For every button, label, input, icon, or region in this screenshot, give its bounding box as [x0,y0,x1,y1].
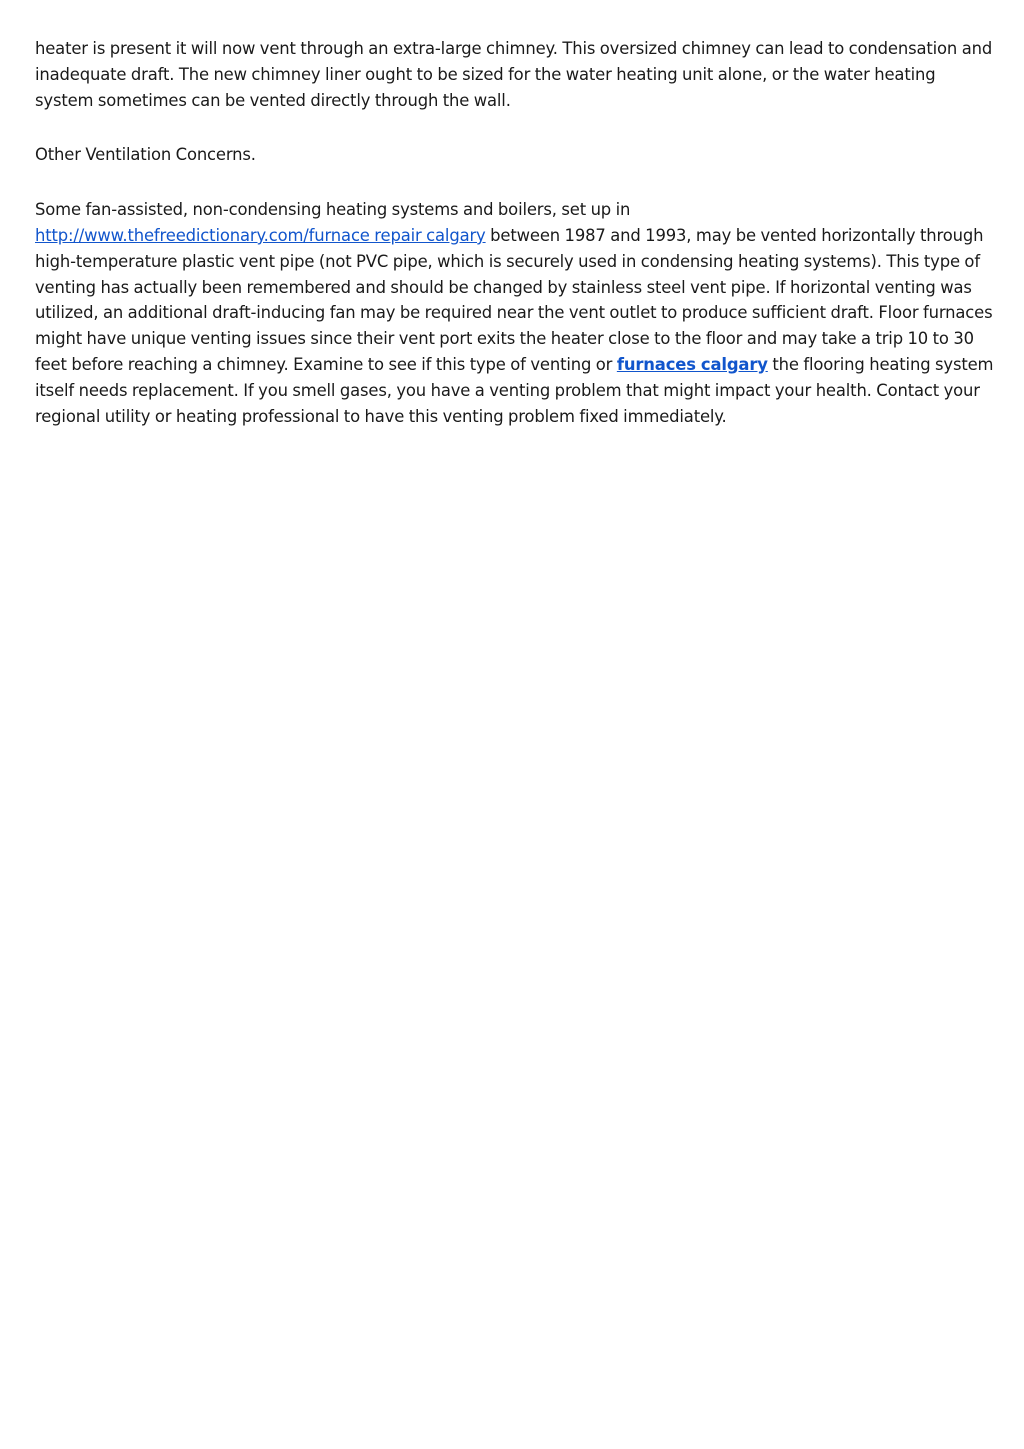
paragraph-chimney: heater is present it will now vent through an extra-large chimney. This oversized chimney can lead to condensation and inadequate draft. The new chimney liner ought to be sized for the water heating unit alone, or the water heating system sometimes can be vented directly through the wall. [35,39,993,110]
document-page [35,36,995,458]
paragraph-heading-other-ventilation: Other Ventilation Concerns. [35,145,256,165]
paragraph-fan-assisted [35,197,995,429]
paragraph-text-segment: the flooring heating system itself needs replacement. If you smell gases, you have a venting problem that might impact your health. Contact your regional utility or heating professional to have this venting problem fixed immediately. [35,354,994,426]
freedictionary-link[interactable]: http://www.thefreedictionary.com/furnace repair calgary [35,225,486,245]
paragraph-text-segment: between 1987 and 1993, may be vented horizontally through high-temperature plastic vent pipe (not PVC pipe, which is securely used in condensing heating systems). This type of venting has actually been remembered and should be changed by stainless steel vent pipe. If horizontal venting was utilized, an additional draft-inducing fan may be required near the vent outlet to produce sufficient draft. Floor furnaces might have unique venting issues since their vent port exits the heater close to the floor and may take a trip 10 to 30 feet before reaching a chimney. Examine to see if this type of venting or [35,225,993,374]
furnaces-calgary-link[interactable]: furnaces calgary [616,354,768,374]
paragraph-text-segment: Some fan-assisted, non-condensing heating systems and boilers, set up in [35,200,631,220]
